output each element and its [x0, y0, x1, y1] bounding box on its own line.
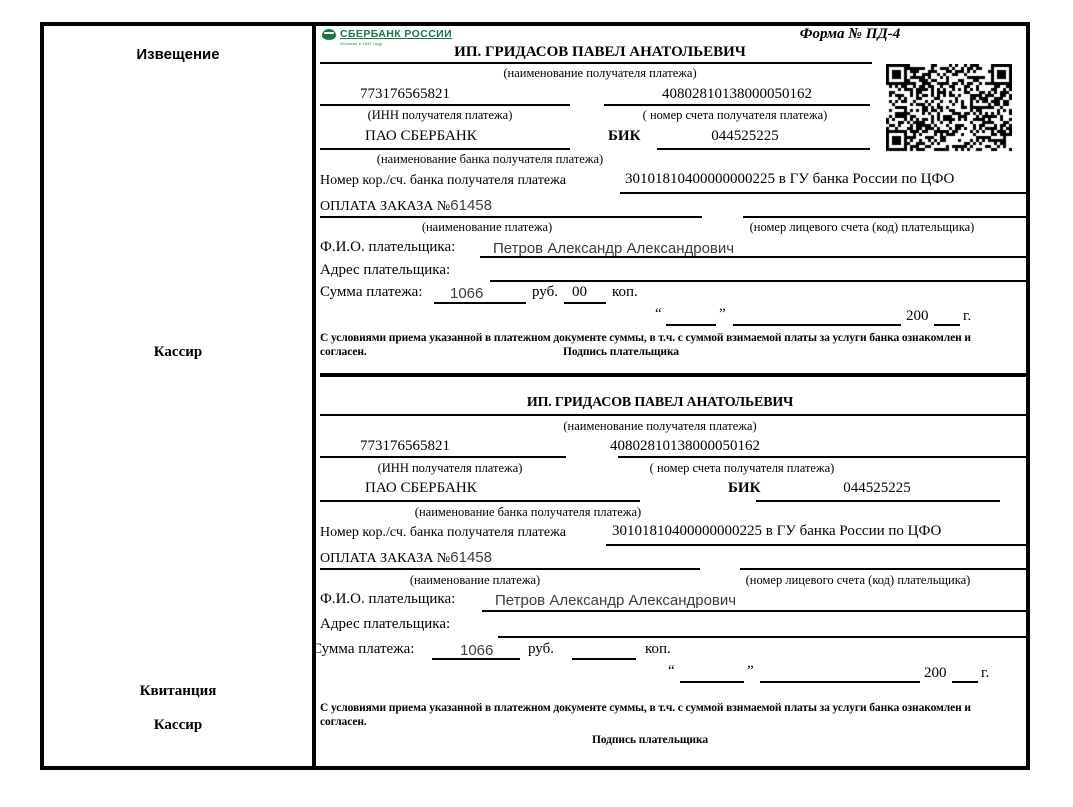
corr-account-label: Номер кор./сч. банка получателя платежа: [320, 173, 566, 188]
purpose-caption: (наименование платежа): [409, 573, 541, 587]
form-number: Форма № ПД-4: [799, 26, 901, 42]
corr-account-label: Номер кор./сч. банка получателя платежа: [320, 525, 566, 540]
kop-label: коп.: [612, 284, 638, 300]
sberbank-logo-tagline: Основан в 1841 году: [340, 41, 383, 46]
fill-line: [320, 216, 702, 218]
payee-name: ИП. ГРИДАСОВ ПАВЕЛ АНАТОЛЬЕВИЧ: [526, 395, 794, 410]
fill-line: [434, 302, 526, 304]
fill-line: [320, 148, 570, 150]
date-year-suffix: г.: [981, 665, 990, 681]
purpose-label: ОПЛАТА ЗАКАЗА №: [320, 551, 451, 566]
fill-line: [482, 610, 1026, 612]
sberbank-logo-icon: [322, 29, 336, 40]
fill-line: [760, 681, 920, 683]
fill-line: [620, 192, 1026, 194]
fill-line: [657, 148, 870, 150]
fill-line: [320, 414, 1026, 416]
fill-line: [498, 636, 1026, 638]
order-number: 61458: [450, 549, 492, 566]
fill-line: [733, 324, 901, 326]
payee-inn: 773176565821: [360, 86, 450, 102]
agreement-text: С условиями приема указанной в платежном документе суммы, в т.ч. с суммой взимаемой платы за услуги банка ознакомлен и согласен.: [320, 702, 971, 728]
payer-name-value: Петров Александр Александрович: [493, 240, 735, 257]
fill-line: [480, 256, 1026, 258]
payer-address-label: Адрес плательщика:: [320, 616, 451, 632]
sum-label: Сумма платежа:: [320, 284, 423, 300]
bik-label: БИК: [608, 128, 641, 144]
date-quote-close: ”: [719, 306, 726, 322]
payer-signature-label: Подпись плательщика: [592, 734, 708, 746]
corr-account-value: 30101810400000000225 в ГУ банка России по ЦФО: [612, 523, 942, 539]
corr-account-value: 30101810400000000225 в ГУ банка России по ЦФО: [625, 171, 955, 187]
date-year-prefix: 200: [924, 665, 947, 681]
date-year-prefix: 200: [906, 308, 929, 324]
notice-label: Извещение: [136, 46, 220, 63]
account-caption: ( номер счета получателя платежа): [642, 108, 828, 122]
payee-inn: 773176565821: [360, 438, 450, 454]
payment-form-pd4: [40, 22, 1030, 770]
fill-line: [320, 62, 872, 64]
fill-line: [618, 456, 1026, 458]
cashier-label: Кассир: [153, 344, 203, 360]
fill-line: [740, 568, 1026, 570]
notice-cell: [44, 26, 316, 377]
date-quote-open: “: [668, 663, 675, 679]
sum-rub-value: 1066: [450, 285, 484, 302]
date-year-suffix: г.: [963, 308, 972, 324]
bank-caption: (наименование банка получателя платежа): [414, 505, 642, 519]
purpose-caption: (наименование платежа): [421, 220, 553, 234]
rub-label: руб.: [532, 284, 558, 300]
payee-account: 40802810138000050162: [610, 438, 760, 454]
order-number: 61458: [450, 197, 492, 214]
payment-purpose: [320, 197, 492, 215]
payer-address-label: Адрес плательщика:: [320, 262, 451, 278]
fill-line: [952, 681, 978, 683]
fill-line: [490, 280, 1026, 282]
payer-name-label: Ф.И.О. плательщика:: [320, 591, 456, 607]
receipt-cell: [44, 377, 316, 766]
fill-line: [743, 216, 1026, 218]
payer-code-caption: (номер лицевого счета (код) плательщика): [745, 573, 971, 587]
fill-line: [666, 324, 716, 326]
payee-caption: (наименование получателя платежа): [563, 419, 757, 433]
sum-rub-value: 1066: [460, 642, 494, 659]
payer-name-value: Петров Александр Александрович: [495, 592, 737, 609]
fill-line: [934, 324, 960, 326]
inn-caption: (ИНН получателя платежа): [377, 461, 523, 475]
fill-line: [604, 104, 870, 106]
bik-value: 044525225: [711, 128, 779, 144]
kop-label: коп.: [645, 641, 671, 657]
sberbank-logo-text: СБЕРБАНК РОССИИ: [340, 28, 453, 40]
date-quote-close: ”: [747, 663, 754, 679]
sum-kop-value: 00: [572, 284, 587, 300]
payer-code-caption: (номер лицевого счета (код) плательщика): [749, 220, 975, 234]
notice-section: [320, 26, 1026, 377]
date-quote-open: “: [655, 306, 662, 322]
receipt-label: Квитанция: [139, 683, 217, 699]
purpose-label: ОПЛАТА ЗАКАЗА №: [320, 199, 451, 214]
payer-name-label: Ф.И.О. плательщика:: [320, 239, 456, 255]
payee-account: 40802810138000050162: [662, 86, 812, 102]
qr-code: [886, 64, 1012, 152]
fill-line: [572, 658, 636, 660]
payee-caption: (наименование получателя платежа): [503, 66, 697, 80]
fill-line: [564, 302, 606, 304]
fill-line: [320, 500, 640, 502]
inn-caption: (ИНН получателя платежа): [367, 108, 513, 122]
bank-name: ПАО СБЕРБАНК: [365, 128, 477, 144]
fill-line: [320, 568, 700, 570]
fill-line: [320, 104, 570, 106]
bik-label: БИК: [728, 480, 761, 496]
sum-label: Сумма платежа:: [312, 641, 415, 657]
fill-line: [432, 658, 520, 660]
bik-value: 044525225: [843, 480, 911, 496]
payment-purpose: [320, 549, 492, 567]
payer-signature-label: Подпись плательщика: [563, 346, 679, 358]
account-caption: ( номер счета получателя платежа): [649, 461, 835, 475]
fill-line: [320, 456, 566, 458]
fill-line: [680, 681, 744, 683]
cashier-label: Кассир: [153, 717, 203, 733]
bank-name: ПАО СБЕРБАНК: [365, 480, 477, 496]
fill-line: [756, 500, 1000, 502]
rub-label: руб.: [528, 641, 554, 657]
receipt-section: [312, 381, 1026, 766]
bank-caption: (наименование банка получателя платежа): [376, 152, 604, 166]
fill-line: [606, 544, 1026, 546]
agreement-text: С условиями приема указанной в платежном документе суммы, в т.ч. с суммой взимаемой платы за услуги банка ознакомлен и согласен.: [320, 332, 971, 358]
payee-name: ИП. ГРИДАСОВ ПАВЕЛ АНАТОЛЬЕВИЧ: [454, 44, 746, 60]
